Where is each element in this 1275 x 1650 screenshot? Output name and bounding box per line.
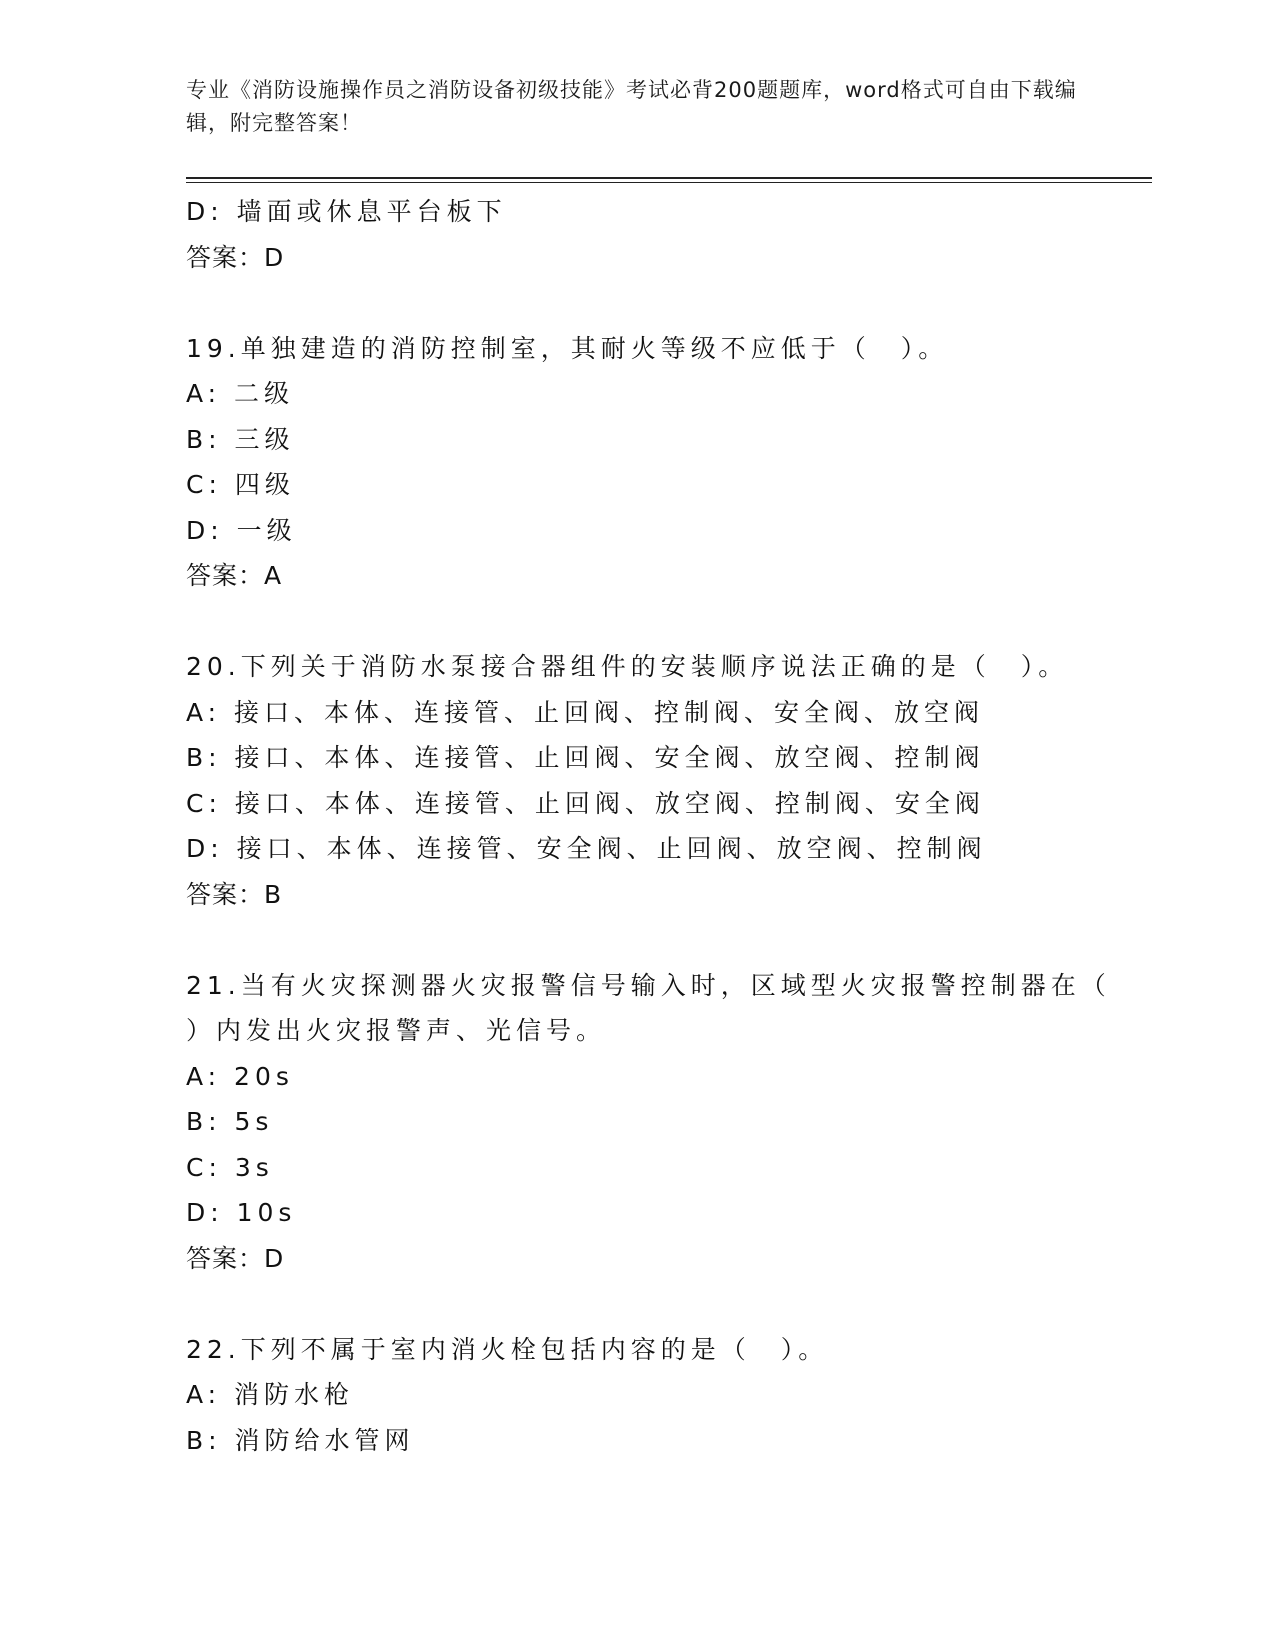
spacer bbox=[186, 917, 1146, 963]
question-21 bbox=[186, 963, 1146, 1282]
question-18-fragment bbox=[186, 189, 1146, 280]
question-22 bbox=[186, 1327, 1146, 1464]
question-stem: 19.单独建造的消防控制室，其耐火等级不应低于（ ）。 bbox=[186, 333, 949, 363]
option-b: B: 接口、本体、连接管、止回阀、安全阀、放空阀、控制阀 bbox=[186, 743, 985, 772]
question-19 bbox=[186, 326, 1146, 599]
question-list bbox=[186, 189, 1146, 1463]
question-stem: 22.下列不属于室内消火栓包括内容的是（ ）。 bbox=[186, 1334, 829, 1364]
option-b: B: 5s bbox=[186, 1107, 274, 1136]
question-20 bbox=[186, 644, 1146, 917]
option-a: A: 二级 bbox=[186, 379, 295, 408]
header-divider-thick bbox=[186, 177, 1152, 179]
option-c: C: 四级 bbox=[186, 470, 295, 499]
option-c: C: 接口、本体、连接管、止回阀、放空阀、控制阀、安全阀 bbox=[186, 788, 985, 818]
option-a: A: 消防水枪 bbox=[186, 1380, 355, 1409]
question-stem-line-1: 21.当有火灾探测器火灾报警信号输入时，区域型火灾报警控制器在（ bbox=[186, 970, 1111, 1000]
answer-line: 答案：D bbox=[186, 1243, 285, 1273]
option-d: D: 接口、本体、连接管、安全阀、止回阀、放空阀、控制阀 bbox=[186, 834, 987, 863]
answer-line: 答案：A bbox=[186, 561, 283, 590]
option-d: D: 一级 bbox=[186, 515, 297, 545]
option-a: A: 20s bbox=[186, 1061, 294, 1091]
spacer bbox=[186, 599, 1146, 645]
header-title: 专业《消防设施操作员之消防设备初级技能》考试必背200题题库，word格式可自由下载编辑，附完整答案！ bbox=[186, 78, 1077, 135]
option-a: A: 接口、本体、连接管、止回阀、控制阀、安全阀、放空阀 bbox=[186, 697, 985, 727]
option-b: B: 消防给水管网 bbox=[186, 1425, 415, 1455]
spacer bbox=[186, 1281, 1146, 1327]
answer-line: 答案：B bbox=[186, 879, 283, 909]
option-d: D: 10s bbox=[186, 1198, 297, 1227]
document-header bbox=[186, 74, 1086, 140]
option-c: C: 3s bbox=[186, 1152, 274, 1182]
option-d: D: 墙面或休息平台板下 bbox=[186, 197, 507, 226]
question-stem: 20.下列关于消防水泵接合器组件的安装顺序说法正确的是（ ）。 bbox=[186, 652, 1069, 681]
option-b: B: 三级 bbox=[186, 424, 295, 454]
header-divider-thin bbox=[186, 182, 1152, 183]
answer-line: 答案：D bbox=[186, 242, 285, 272]
spacer bbox=[186, 280, 1146, 326]
question-stem-line-2: ）内发出火灾报警声、光信号。 bbox=[186, 1016, 607, 1045]
